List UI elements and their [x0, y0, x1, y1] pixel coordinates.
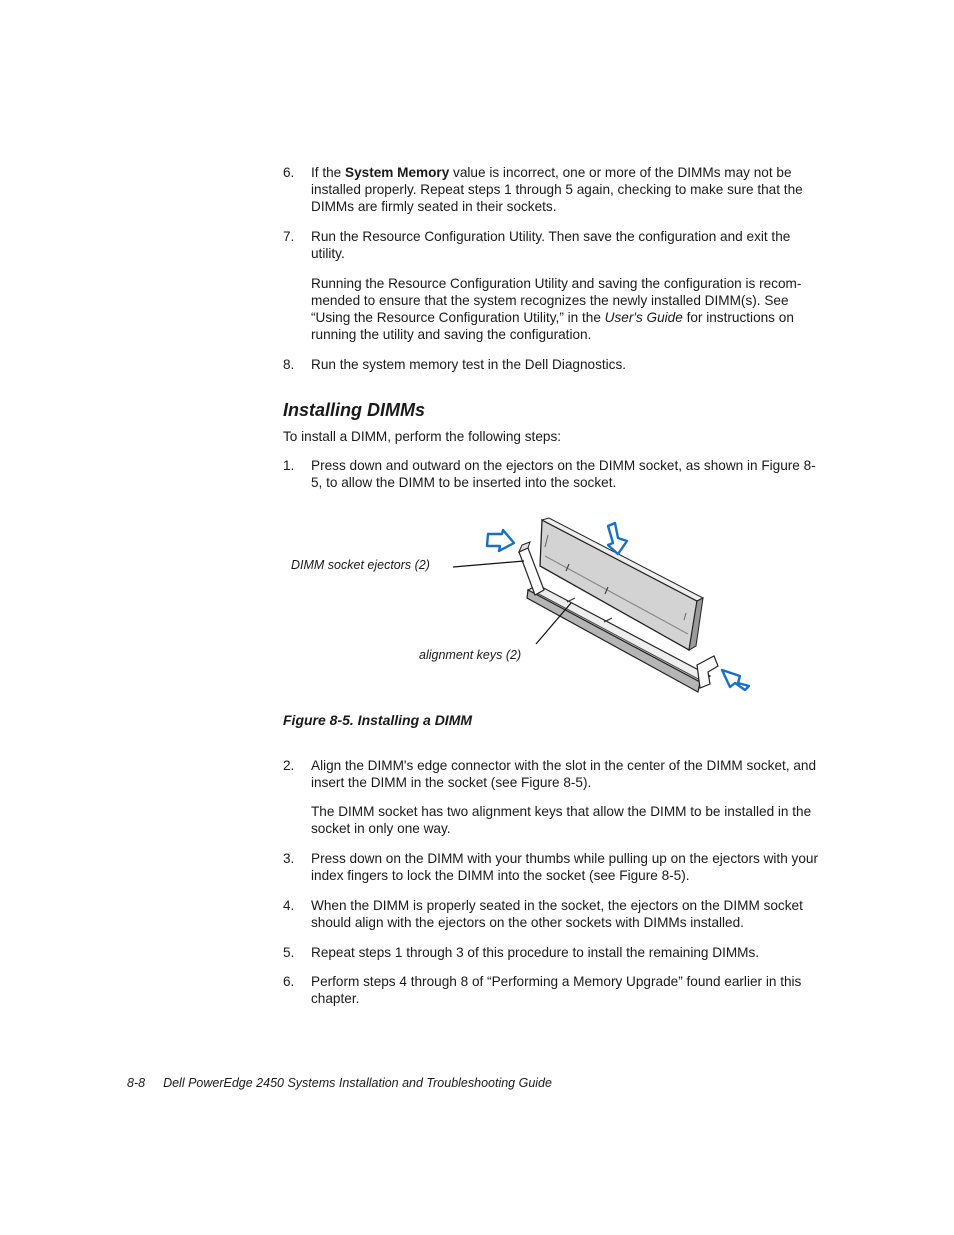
alignment-keys-callout: alignment keys (2) [419, 648, 522, 662]
step-number: 5. [283, 945, 295, 960]
step-number: 4. [283, 898, 295, 913]
section-intro: To install a DIMM, perform the following steps: [283, 429, 562, 444]
ejector-outward-arrow-right [722, 670, 749, 690]
step-number: 3. [283, 851, 295, 866]
step-text: Press down on the DIMM with your thumbs while pulling up on the ejectors with your index fingers to lock the DIMM into the socket (see Figure 8-5). [311, 851, 818, 883]
step-text: Repeat steps 1 through 3 of this procedure to install the remaining DIMMs. [311, 945, 760, 960]
step-text: When the DIMM is properly seated in the socket, the ejectors on the DIMM socket should align with the ejectors on the other sockets with DIMMs installed. [311, 898, 803, 930]
step-7-note: Running the Resource Configuration Utility and saving the configuration is recom-mended to ensure that the system recognizes the newly installed DIMM(s). See “Using the Resource Configuration Utility,” in the User's Guide for instructions on running the utility and saving the configuration. [311, 276, 802, 342]
step-number: 2. [283, 758, 295, 773]
list-item-step-2 [283, 757, 818, 791]
step-number: 6. [283, 165, 295, 180]
step-text: Press down and outward on the ejectors on the DIMM socket, as shown in Figure 8-5, to allow the DIMM to be inserted into the socket. [311, 458, 816, 490]
users-guide-reference: User's Guide [604, 310, 683, 325]
list-item-step-5 [283, 944, 818, 961]
page-footer [127, 1075, 552, 1092]
section-heading: Installing DIMMs [283, 400, 426, 420]
list-item-step-6b [283, 973, 818, 1007]
step-number: 7. [283, 229, 295, 244]
page-number: 8-8 [127, 1076, 146, 1090]
step-2-note: The DIMM socket has two alignment keys that allow the DIMM to be installed in the socket in only one way. [311, 804, 812, 836]
step-number: 6. [283, 974, 295, 989]
ejector-callout-line [453, 561, 524, 567]
step-text: Run the system memory test in the Dell Diagnostics. [311, 357, 627, 372]
list-item-step-4 [283, 897, 818, 931]
system-memory-term: System Memory [345, 165, 450, 180]
list-item-step-3 [283, 850, 818, 884]
step-text: Align the DIMM's edge connector with the slot in the center of the DIMM socket, and insert the DIMM in the socket (see Figure 8-5). [311, 758, 817, 790]
ejectors-callout: DIMM socket ejectors (2) [291, 558, 430, 572]
step-text: If the System Memory value is incorrect, one or more of the DIMMs may not be installed properly. Repeat steps 1 through 5 again, checking to make sure that the DIMMs are firmly seated in their sockets. [311, 165, 803, 214]
ejector-outward-arrow-left [487, 530, 514, 551]
step-number: 1. [283, 458, 295, 473]
dimm-insert-arrow [608, 523, 627, 554]
step-text: Perform steps 4 through 8 of “Performing a Memory Upgrade” found earlier in this chapter. [311, 974, 802, 1006]
step-text: Run the Resource Configuration Utility. Then save the configuration and exit the utility. [311, 229, 791, 261]
book-title: Dell PowerEdge 2450 Systems Installation and Troubleshooting Guide [163, 1076, 552, 1090]
step-number: 8. [283, 357, 295, 372]
figure-caption: Figure 8-5. Installing a DIMM [283, 712, 473, 728]
